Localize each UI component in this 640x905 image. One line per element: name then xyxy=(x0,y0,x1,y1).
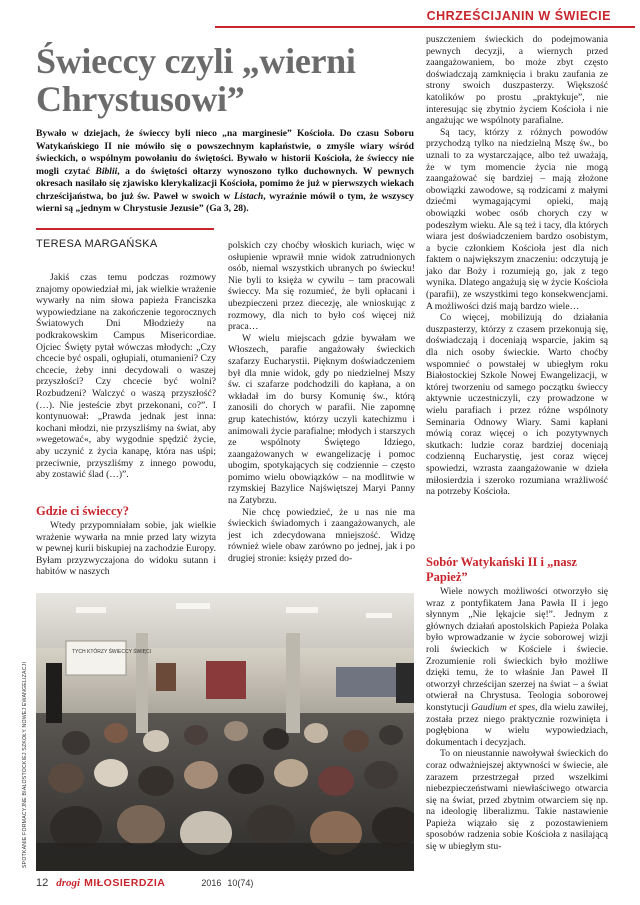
page-footer xyxy=(36,877,253,889)
paragraph: W wielu miejscach gdzie bywałam we Włoszech, parafie angażowały świeckich szafarzy Eucharystii. Pięknym doświadczeniem był dla mnie widok, gdy po niedzielnej Mszy św. ci szafarze podchodzili do kapłana, a on wkładał im do bursy Komunię św., którą zanosili do chorych w parafii. Nie zapomnę grup katechistów, którzy uczyli katechizmu i animowali życie parafialne; młodych i starszych ze wspólnoty Świętego Idziego, zaangażowanych w ewangelizację i pomoc ubogim, spotykających się codziennie – często pomimo wielu obowiązków – na modlitwie w rzymskiej Bazylice Najświętszej Maryi Panny na Zatybrzu. xyxy=(228,332,415,507)
magazine-name-part2: MIŁOSIERDZIA xyxy=(84,877,166,889)
paragraph: polskich czy choćby włoskich kuriach, więc w osłupienie wprawił mnie widok zatrudnionych osób, niemal wszystkich ubranych po świecku! Nie byli to księża w cywilu – tam pracowali świeccy. Ma się rozumieć, że byli opłacani i ubezpieczeni przez diecezję, ale wnioskując z rozmowy, dla nich to było coś więcej niż praca… xyxy=(228,240,415,333)
subheading-sobor: Sobór Watykański II i „nasz Papież” xyxy=(426,555,577,584)
magazine-name-part1: drogi xyxy=(56,877,81,889)
paragraph: To on nieustannie nawoływał świeckich do coraz odważniejszej aktywności w świecie, ale zarazem przestrzegał przed wszelkimi niebezpieczeństwami niewłaściwego otwarcia się na świat, przed zbytnim otwarciem się np. na ideologię liberalizmu. Takie nastawienie Papieża wiązało się z pozostawieniem sposobów radzenia sobie Kościoła z nasilającą się w ubiegłym stu- xyxy=(426,748,608,853)
article-title xyxy=(36,42,416,118)
page-number: 12 xyxy=(36,877,49,889)
author-divider xyxy=(36,228,214,230)
paragraph: puszczeniem świeckich do podejmowania pewnych decyzji, a wiernych przed zaangażowaniem, bo może zbyt często doświadczają zamknięcia i braku zaufania ze strony swoich duszpasterzy. Większość katolików po prostu „praktykuje”, nie interesując się zbytnio życiem Kościoła i nie angażując we wspólnoty parafialne. xyxy=(426,34,608,127)
title-line-2: Chrystusowi” xyxy=(36,79,245,119)
column-2 xyxy=(228,240,415,565)
photo-illustration xyxy=(36,593,414,871)
photo-banner-text: TYCH KTÓRZY ŚWIECCY ŚWIĘCI xyxy=(72,649,151,655)
section-label: CHRZEŚCIJANIN W ŚWIECIE xyxy=(426,9,611,23)
paragraph: Wiele nowych możliwości otworzyło się wraz z pontyfikatem Jana Pawła II i jego słynnym „Nie lękajcie się!”. Jednym z głównych działań apostolskich Papieża Polaka było wprowadzanie w życie soborowej wizji roli świeckich w Kościele i świecie. Zrozumienie roli świeckich było możliwe dzięki temu, że to właśnie Jan Paweł II otworzył chrześcijan szerzej na świat – a świat otwierał na Chrystusa. Teologia soborowej konstytucji Gaudium et spes, dla wielu zawiłej, została przez niego praktycznie rozwinięta i pogłębiona w wielu wypowiedziach, dokumentach i decyzjach. xyxy=(426,586,608,748)
column-3-continued xyxy=(426,586,608,853)
column-1 xyxy=(36,272,216,481)
paragraph: Co więcej, mobilizują do działania duszpasterzy, którzy z czasem przekonują się, doświadczają i doceniają wsparcie, jakim są dla nich osoby świeckie. Warto choćby wspomnieć o powstałej w ubiegłym roku Białostockiej Szkole Nowej Ewangelizacji, w której tworzeniu od samego początku świeccy aktywnie uczestniczyli, czy prowadzone w wielu parafiach i przez różne wspólnoty Seminaria Odnowy Wiary. Sami kapłani mówią coraz więcej o ich pozytywnych skutkach: ludzie coraz bardziej doceniają codzienną Eucharystię, jest coraz więcej spowiedzi, wzrasta zaangażowanie w dzieła miłosierdzia i szeroko rozumiana wrażliwość na potrzeby Kościoła. xyxy=(426,312,608,498)
column-1-continued xyxy=(36,520,216,578)
column-3 xyxy=(426,34,608,498)
photo-credit: SPOTKANIE FORMACYJNE BIAŁOSTOCKIEJ SZKOŁY NOWEJ EWANGELIZACJI xyxy=(22,661,28,868)
issue-year: 2016 xyxy=(201,878,222,888)
subheading-gdzie: Gdzie ci świeccy? xyxy=(36,504,130,518)
paragraph: Są tacy, którzy z różnych powodów przychodzą tylko na niedzielną Mszę św., bo uznali to za wystarczające, albo też uważają, że w tym momencie życia nie mogą zaangażować się bardziej – mają złożone obowiązki zawodowe, są rodzicami z małymi dziećmi wymagającymi opieki, mają obowiązki wobec osób chorych czy w podeszłym wieku. Ale są też i tacy, dla których wiara jest doświadczeniem bardzo osobistym, a bycie członkiem Kościoła jest dla nich faktem o największym znaczeniu: odczytują je jako dar Boży i rozumieją go, jak z tego wynika. Dlatego angażują się w życie Kościoła (parafii), ze wszystkimi tego konsekwencjami. A możliwości dziś mają bardzo wiele… xyxy=(426,126,608,312)
paragraph: Wtedy przypomniałam sobie, jak wielkie wrażenie wywarła na mnie przed laty wizyta w pewnej kurii biskupiej na zachodzie Europy. Byłam przyzwyczajona do widoku sutann i habitów w naszych xyxy=(36,520,216,578)
issue-number: 10(74) xyxy=(227,878,254,888)
paragraph: Nie chcę powiedzieć, że u nas nie ma świeckich świadomych i zaangażowanych, ale jest ich zdecydowana mniejszość. Widzę również wiele obaw zarówno po jednej, jak i po drugiej stronie: księży przed do- xyxy=(228,506,415,565)
section-header xyxy=(215,6,635,28)
article-lead: Bywało w dziejach, że świeccy byli nieco „na marginesie” Kościoła. Do czasu Soboru Watykańskiego II nie mówiło się o powszechnym kapłaństwie, o zmyśle wiary wśród świeckich, o wspólnym powołaniu do świętości. Bywało w historii Kościoła, że świeccy nie mogli czytać Biblii, a do świętości ołtarzy wynoszono tylko duchownych. W pewnych okresach nasilało się zjawisko klerykalizacji Kościoła, pomimo że już w pierwszych wiekach chrześcijaństwa, bo już św. Paweł w swoich w Listach, wyraźnie mówił o tym, że wszyscy wierni są „jednym w Chrystusie Jezusie” (Ga 3, 28). xyxy=(36,128,415,214)
meeting-photo xyxy=(36,593,414,871)
title-line-1: Świeccy czyli „wierni xyxy=(36,41,356,81)
author-name: TERESA MARGAŃSKA xyxy=(36,238,158,250)
paragraph: Jakiś czas temu podczas rozmowy znajomy opowiedział mi, jak wielkie wrażenie wywarły na nim słowa papieża Franciszka wypowiedziane na zakończenie tegorocznych Światowych Dni Młodzieży na podkrakowskim Campus Misericordiae. Ojciec Święty pytał wówczas młodych: „Czy chcecie być ospali, ogłupiali, otumanieni? Czy chcecie, żeby inni decydowali o waszej przyszłości? Czy chcecie być wolni? Rozbudzeni? Walczyć o waszą przyszłość? (…). Nie jesteście zbyt przekonani, co?”. I kontynuował: „Prawda jednak jest inna: kochani młodzi, nie przyszliśmy na świat, aby »wegetować«, aby wygodnie spędzić życie, aby uczynić z życia kanapę, która nas uśpi; przeciwnie, przyszliśmy z innego powodu, aby zostawić ślad (…)”. xyxy=(36,272,216,481)
